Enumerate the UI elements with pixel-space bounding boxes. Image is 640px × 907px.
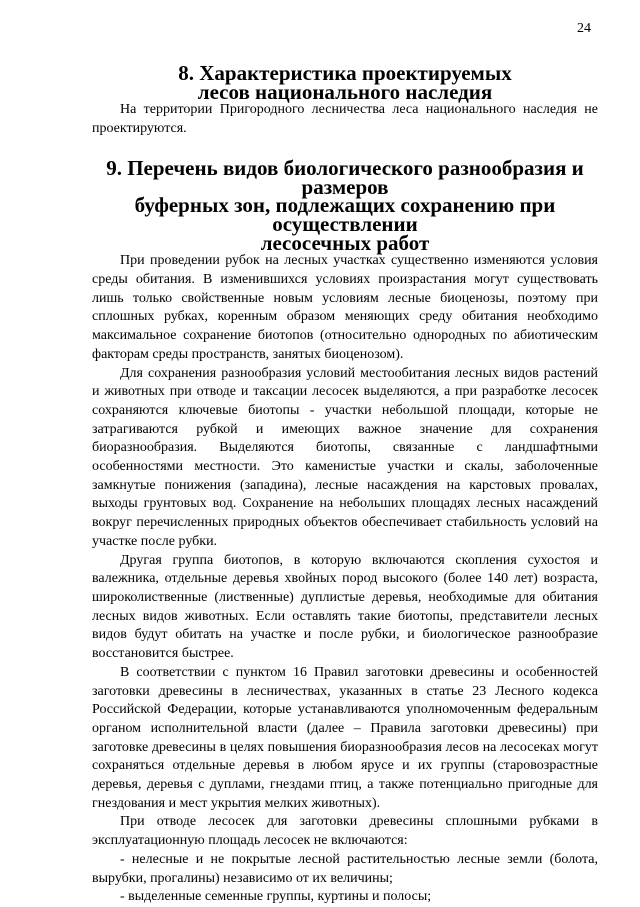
section-9-paragraph-3: Другая группа биотопов, в которую включаются скопления сухостоя и валежника, отдельные деревья хвойных пород высокого (более 140 лет) возраста, широколиственные (лиственные) дуплистые деревья, необходимые для обитания лесных видов животных. Если оставлять такие биотопы, представители лесных видов будут обитать на участке и после рубки, и биологическое разнообразие восстановится быстрее. (92, 552, 598, 662)
section-8-heading-line-2: лесов национального наследия (197, 79, 493, 104)
list-item: - нелесные и не покрытые лесной растительностью лесные земли (болота, вырубки, прогалины) независимо от их величины; (92, 851, 598, 886)
section-9-heading-line-1: 9. Перечень видов биологического разнообразия и размеров (106, 155, 584, 199)
section-8-heading (92, 61, 598, 104)
section-8-paragraph: На территории Пригородного лесничества леса национального наследия не проектируются. (92, 102, 598, 137)
section-9-heading-line-3: лесосечных работ (260, 230, 430, 255)
section-9-paragraph-1: При проведении рубок на лесных участках существенно изменяются условия среды обитания. В изменившихся условиях произрастания могут существовать лишь только свойственные новым условиям лесные биоценозы, поэтому при сплошных рубках, коренным образом меняющих среду обитания необходимо максимальное сохранение биотопов (относительно однородных по абиотическим факторам среды пространств, занятых биоценозом). (92, 253, 598, 362)
section-9-heading-line-2: буферных зон, подлежащих сохранению при осуществлении (134, 193, 556, 236)
section-9-heading (92, 155, 598, 255)
section-9-paragraph-2: Для сохранения разнообразия условий местообитания лесных видов растений и животных при отводе и таксации лесосек выделяются, а при разработке лесосек сохраняются ключевые биотопы - участки небольшой площади, которые не затрагиваются рубкой и имеющих важное значение для сохранения биоразнообразия. Выделяются биотопы, связанные с ландшафтными особенностями местности. Это каменистые участки и скалы, заболоченные замкнутые понижения (западина), лесные насаждения на карстовых провалах, выходы грунтовых вод. Сохранение на небольших площадях лесных насаждений вокруг перечисленных природных объектов обеспечивает стабильность условий на участке после рубки. (92, 365, 598, 549)
list-item: - выделенные семенные группы, куртины и полосы; (120, 889, 432, 905)
section-9-paragraph-5: При отводе лесосек для заготовки древесины сплошными рубками в эксплуатационную площадь лесосек не включаются: (92, 814, 598, 849)
document-content (92, 61, 598, 907)
section-9-paragraph-4: В соответствии с пунктом 16 Правил заготовки древесины и особенностей заготовки древесины в лесничествах, указанных в статье 23 Лесного кодекса Российской Федерации, которые устанавливаются уполномоченным федеральным органом исполнительной власти (далее – Правила заготовки древесины) при заготовке древесины в целях повышения биоразнообразия лесов на лесосеках могут сохраняться отдельные деревья в любом ярусе и их группы (старовозрастные деревья, деревья с дуплами, гнездами птиц, а также потенциально пригодные для гнездования и мест укрытия мелких животных). (92, 664, 598, 811)
page-number: 24 (577, 21, 591, 36)
section-8-heading-line-1: 8. Характеристика проектируемых (178, 61, 512, 85)
